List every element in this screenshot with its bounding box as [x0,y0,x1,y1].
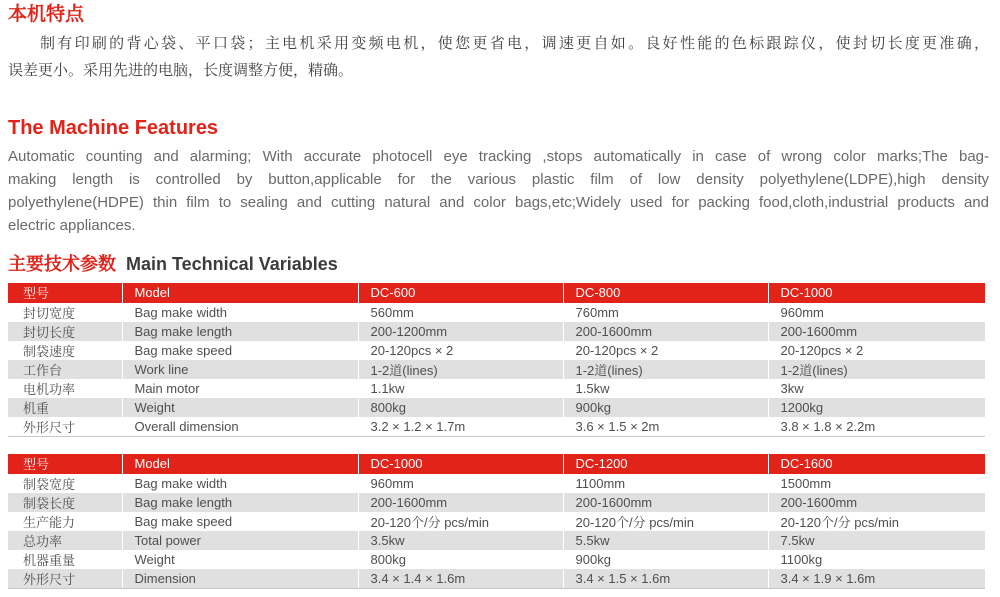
table-cell: 总功率 [23,534,63,549]
table-cell: 200-1600mm [768,493,985,512]
table-row [8,379,985,398]
table-cell: 生产能力 [23,515,76,530]
table-row [8,417,985,437]
table-cell: 1-2道(lines) [563,360,768,379]
table-cell: Weight [122,550,358,569]
table-cell: 960mm [358,474,563,493]
text-line: Automatic counting and alarming; With accurate photocell eye tracking ,stops automatically in case of wrong color marks;The bag- [8,148,989,165]
technical-variables-heading-cn: 主要技术参数 [8,254,116,274]
machine-features-title-en: The Machine Features [8,117,219,139]
header-cell-dc1000: DC-1000 [358,454,563,474]
table-cell: Bag make width [122,474,358,493]
table-cell: Bag make length [122,493,358,512]
text-line: 制有印刷的背心袋、平口袋；主电机采用变频电机，使您更省电，调速更自如。良好性能的色标跟踪仪，使封切长度更准确， [40,35,989,52]
table-cell: 1200kg [768,398,985,417]
technical-variables-heading [8,253,992,276]
table-cell: 560mm [358,303,563,322]
table-cell: 封切长度 [23,325,76,340]
table-row [8,474,985,493]
table-cell: 200-1600mm [563,322,768,341]
header-cell-model-en: Model [122,283,358,303]
table-cell: 200-1200mm [358,322,563,341]
table-cell: 200-1600mm [563,493,768,512]
table-cell: 1.1kw [358,379,563,398]
table-cell: Bag make speed [122,512,358,531]
text-line: making length is controlled by button,applicable for the various plastic film of low density polyethylene(LDPE),high density [8,171,989,188]
table-cell: Bag make width [122,303,358,322]
table-cell: Work line [122,360,358,379]
table-cell: Bag make length [122,322,358,341]
table-cell: 800kg [358,398,563,417]
intro-paragraph-cn [8,30,989,84]
header-cell-dc1000: DC-1000 [768,283,985,303]
table-header-row [8,454,985,474]
table-row [8,303,985,322]
table-row [8,398,985,417]
table-cell: 20-120pcs × 2 [358,341,563,360]
table-row [8,322,985,341]
table-cell: 1.5kw [563,379,768,398]
table-cell: 3.2 × 1.2 × 1.7m [358,417,563,437]
machine-features-title-cn: 本机特点 [8,4,85,25]
table-cell: 20-120pcs × 2 [563,341,768,360]
table-cell: 1500mm [768,474,985,493]
header-cell-model-cn: 型号 [8,283,122,303]
table-cell: 900kg [563,550,768,569]
table-cell: 7.5kw [768,531,985,550]
table-cell: 制袋长度 [23,496,76,511]
text-line: electric appliances. [8,217,136,234]
table-cell: Bag make speed [122,341,358,360]
table-cell: 200-1600mm [768,322,985,341]
intro-paragraph-en [8,145,989,237]
table-cell: 3.5kw [358,531,563,550]
table-row [8,569,985,589]
table-row [8,341,985,360]
header-cell-dc1200: DC-1200 [563,454,768,474]
table-cell: Overall dimension [122,417,358,437]
text-line: polyethylene(HDPE) thin film to sealing and cutting natural and color bags,etc;Widely used for packing food,cloth,industrial products and [8,194,989,211]
table-cell: Dimension [122,569,358,589]
catalog-page [0,3,1000,597]
table-cell: 900kg [563,398,768,417]
technical-variables-heading-en: Main Technical Variables [126,254,338,274]
table-cell: 760mm [563,303,768,322]
table-cell: 机重 [23,401,50,416]
table-cell: 工作台 [23,363,63,378]
table-cell: 1-2道(lines) [358,360,563,379]
table-cell: 3.6 × 1.5 × 2m [563,417,768,437]
table-cell: Main motor [122,379,358,398]
table-cell: 电机功率 [23,382,76,397]
table-cell: 20-120个/分 pcs/min [358,512,563,531]
table-cell: 5.5kw [563,531,768,550]
header-cell-dc800: DC-800 [563,283,768,303]
header-cell-model-en: Model [122,454,358,474]
table-cell: 1100kg [768,550,985,569]
table-cell: 3.8 × 1.8 × 2.2m [768,417,985,437]
table-cell: 20-120个/分 pcs/min [563,512,768,531]
table-cell: 20-120pcs × 2 [768,341,985,360]
table-row [8,493,985,512]
table-cell: 制袋宽度 [23,477,76,492]
table-cell: 3.4 × 1.5 × 1.6m [563,569,768,589]
table-cell: Total power [122,531,358,550]
text-line: 误差更小。采用先进的电脑，长度调整方便，精确。 [8,62,354,79]
table-cell: 1100mm [563,474,768,493]
spec-table-dc1000-series [8,454,985,589]
header-cell-dc600: DC-600 [358,283,563,303]
table-cell: 20-120个/分 pcs/min [768,512,985,531]
table-cell: 200-1600mm [358,493,563,512]
table-cell: 3kw [768,379,985,398]
table-cell: 机器重量 [23,553,76,568]
table-row [8,360,985,379]
table-cell: 外形尺寸 [8,417,122,437]
table-row [8,512,985,531]
table-cell: 1-2道(lines) [768,360,985,379]
table-row [8,531,985,550]
table-row [8,550,985,569]
table-cell: 制袋速度 [23,344,76,359]
table-cell: 3.4 × 1.9 × 1.6m [768,569,985,589]
table-cell: 960mm [768,303,985,322]
table-cell: 3.4 × 1.4 × 1.6m [358,569,563,589]
spec-table-dc600-series [8,283,985,437]
table-cell: 800kg [358,550,563,569]
table-header-row [8,283,985,303]
table-cell: 封切宽度 [23,306,76,321]
header-cell-dc1600: DC-1600 [768,454,985,474]
table-cell: 外形尺寸 [8,569,122,589]
header-cell-model-cn: 型号 [8,454,122,474]
table-cell: Weight [122,398,358,417]
